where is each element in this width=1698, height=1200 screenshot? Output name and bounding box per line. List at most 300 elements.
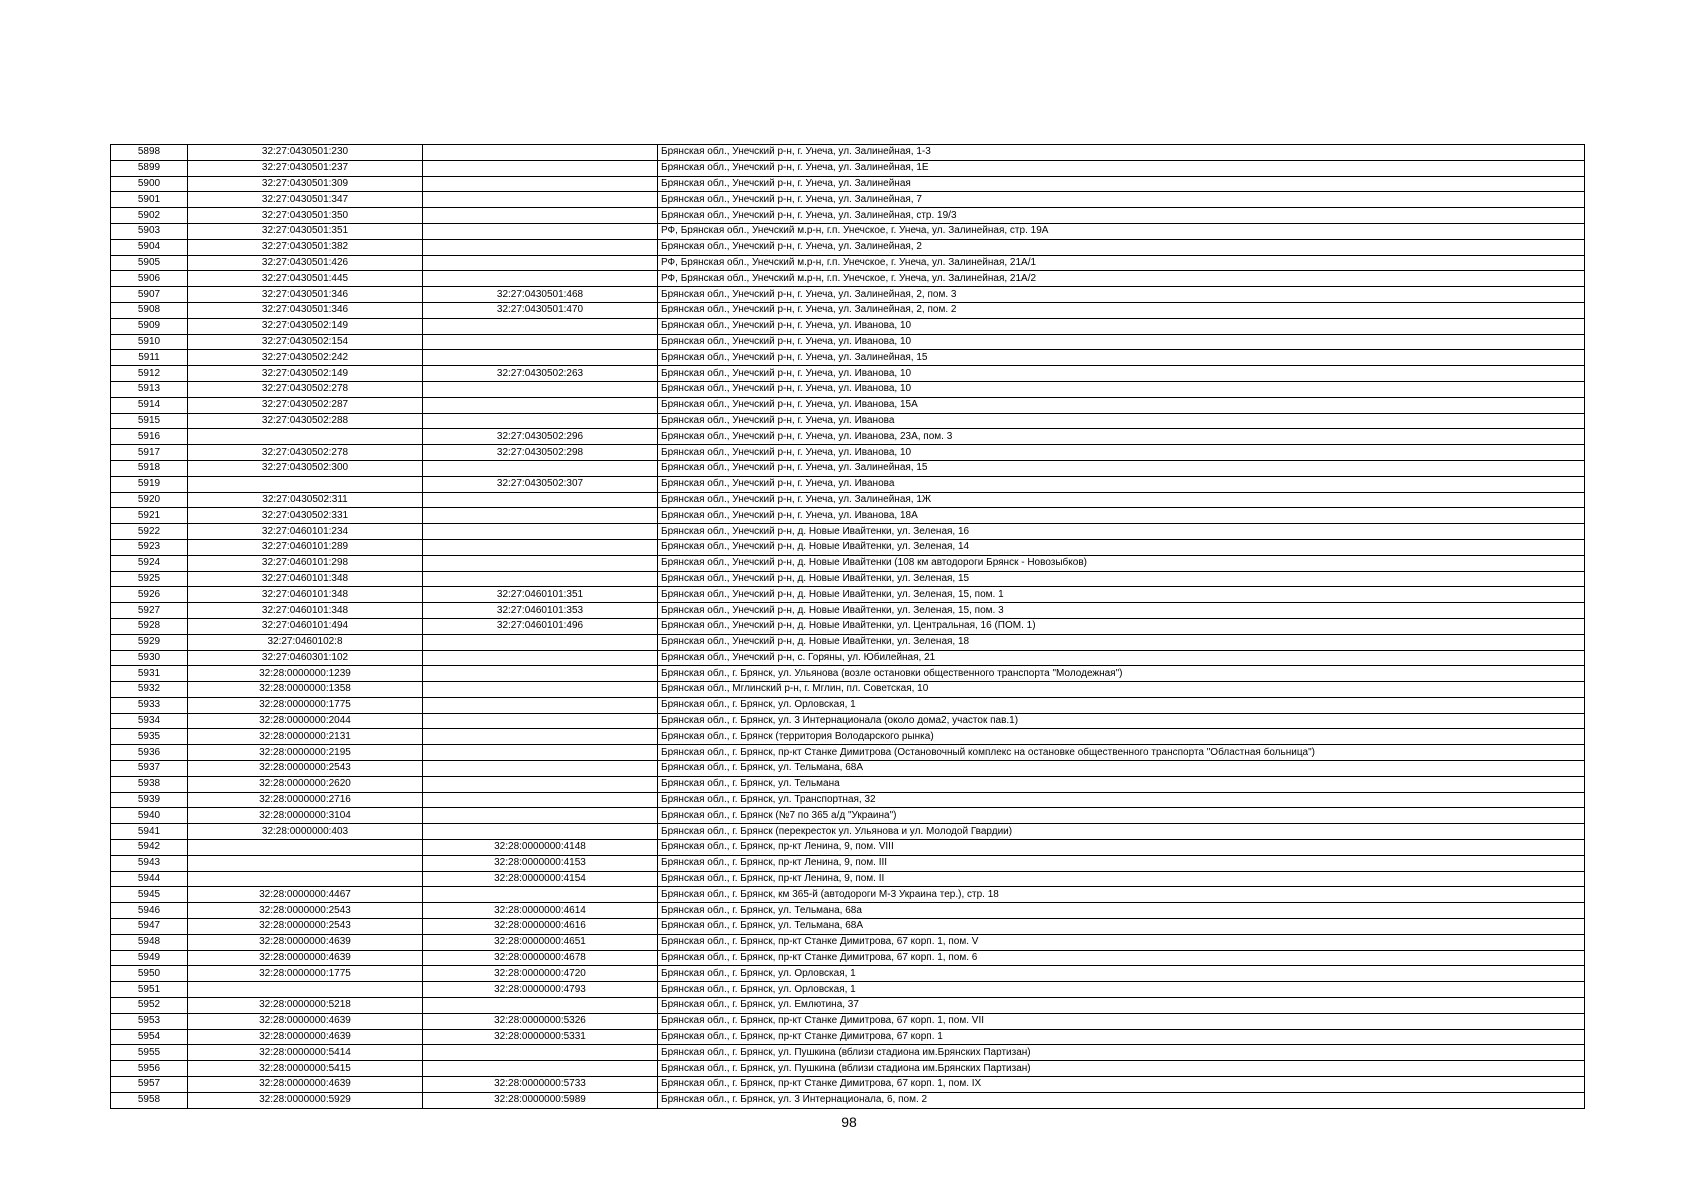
sub-cadastral-number-cell (423, 255, 658, 271)
row-number-cell: 5932 (111, 682, 188, 698)
sub-cadastral-number-cell (423, 318, 658, 334)
table-row (111, 1013, 1585, 1029)
address-cell: Брянская обл., Унечский р-н, д. Новые Ивайтенки, ул. Зеленая, 16 (658, 524, 1585, 540)
table-row (111, 176, 1585, 192)
table-row (111, 366, 1585, 382)
sub-cadastral-number-cell: 32:28:0000000:4154 (423, 871, 658, 887)
sub-cadastral-number-cell: 32:28:0000000:5331 (423, 1029, 658, 1045)
table-row (111, 508, 1585, 524)
cadastral-number-cell: 32:27:0430501:445 (188, 271, 423, 287)
row-number-cell: 5901 (111, 192, 188, 208)
row-number-cell: 5954 (111, 1029, 188, 1045)
row-number-cell: 5900 (111, 176, 188, 192)
cadastral-number-cell (188, 855, 423, 871)
sub-cadastral-number-cell (423, 650, 658, 666)
table-row (111, 429, 1585, 445)
cadastral-number-cell: 32:28:0000000:2543 (188, 761, 423, 777)
table-row (111, 998, 1585, 1014)
row-number-cell: 5923 (111, 539, 188, 555)
cadastral-number-cell: 32:28:0000000:2543 (188, 903, 423, 919)
address-cell: РФ, Брянская обл., Унечский м.р-н, г.п. Унечское, г. Унеча, ул. Залинейная, 21А/2 (658, 271, 1585, 287)
address-cell: Брянская обл., г. Брянск, пр-кт Ленина, 9, пом. II (658, 871, 1585, 887)
table-row (111, 919, 1585, 935)
cadastral-number-cell: 32:27:0430501:230 (188, 145, 423, 161)
sub-cadastral-number-cell (423, 887, 658, 903)
row-number-cell: 5920 (111, 492, 188, 508)
table-row (111, 966, 1585, 982)
row-number-cell: 5910 (111, 334, 188, 350)
row-number-cell: 5926 (111, 587, 188, 603)
address-cell: Брянская обл., Унечский р-н, г. Унеча, ул. Иванова, 18А (658, 508, 1585, 524)
cadastral-number-cell: 32:27:0430502:331 (188, 508, 423, 524)
sub-cadastral-number-cell (423, 192, 658, 208)
cadastral-number-cell: 32:28:0000000:4639 (188, 1077, 423, 1093)
row-number-cell: 5938 (111, 776, 188, 792)
cadastral-number-cell: 32:28:0000000:5415 (188, 1061, 423, 1077)
row-number-cell: 5918 (111, 460, 188, 476)
cadastral-number-cell: 32:27:0430501:309 (188, 176, 423, 192)
table-row (111, 445, 1585, 461)
sub-cadastral-number-cell (423, 555, 658, 571)
address-cell: Брянская обл., г. Брянск, ул. Орловская, 1 (658, 966, 1585, 982)
row-number-cell: 5907 (111, 287, 188, 303)
row-number-cell: 5913 (111, 381, 188, 397)
row-number-cell: 5917 (111, 445, 188, 461)
row-number-cell: 5927 (111, 603, 188, 619)
table-row (111, 729, 1585, 745)
table-row (111, 334, 1585, 350)
row-number-cell: 5919 (111, 476, 188, 492)
row-number-cell: 5902 (111, 208, 188, 224)
address-cell: Брянская обл., Унечский р-н, г. Унеча, ул. Залинейная, 1-3 (658, 145, 1585, 161)
sub-cadastral-number-cell (423, 271, 658, 287)
sub-cadastral-number-cell (423, 1061, 658, 1077)
cadastral-number-cell: 32:28:0000000:2543 (188, 919, 423, 935)
table-row (111, 1045, 1585, 1061)
address-cell: Брянская обл., Унечский р-н, г. Унеча, ул. Иванова, 10 (658, 318, 1585, 334)
row-number-cell: 5944 (111, 871, 188, 887)
sub-cadastral-number-cell (423, 729, 658, 745)
address-cell: Брянская обл., г. Брянск, ул. Тельмана, 68А (658, 919, 1585, 935)
sub-cadastral-number-cell (423, 761, 658, 777)
cadastral-number-cell: 32:27:0460102:8 (188, 634, 423, 650)
row-number-cell: 5916 (111, 429, 188, 445)
cadastral-number-cell (188, 840, 423, 856)
table-row (111, 223, 1585, 239)
cadastral-number-cell (188, 871, 423, 887)
cadastral-number-cell: 32:27:0460101:348 (188, 587, 423, 603)
row-number-cell: 5905 (111, 255, 188, 271)
address-cell: Брянская обл., Унечский р-н, г. Унеча, ул. Иванова, 23А, пом. 3 (658, 429, 1585, 445)
cadastral-number-cell: 32:28:0000000:3104 (188, 808, 423, 824)
address-cell: Брянская обл., Унечский р-н, д. Новые Ивайтенки, ул. Зеленая, 15, пом. 1 (658, 587, 1585, 603)
table-row (111, 855, 1585, 871)
cadastral-number-cell: 32:27:0460101:494 (188, 618, 423, 634)
table-row (111, 887, 1585, 903)
row-number-cell: 5947 (111, 919, 188, 935)
sub-cadastral-number-cell (423, 381, 658, 397)
sub-cadastral-number-cell (423, 239, 658, 255)
address-cell: Брянская обл., г. Брянск (территория Володарского рынка) (658, 729, 1585, 745)
sub-cadastral-number-cell (423, 176, 658, 192)
address-cell: Брянская обл., г. Брянск, ул. 3 Интернационала, 6, пом. 2 (658, 1092, 1585, 1108)
row-number-cell: 5956 (111, 1061, 188, 1077)
row-number-cell: 5936 (111, 745, 188, 761)
cadastral-number-cell: 32:27:0460101:348 (188, 571, 423, 587)
sub-cadastral-number-cell: 32:27:0430501:470 (423, 302, 658, 318)
cadastral-number-cell: 32:28:0000000:4639 (188, 1013, 423, 1029)
sub-cadastral-number-cell (423, 492, 658, 508)
row-number-cell: 5940 (111, 808, 188, 824)
cadastral-number-cell: 32:28:0000000:5414 (188, 1045, 423, 1061)
sub-cadastral-number-cell (423, 682, 658, 698)
row-number-cell: 5946 (111, 903, 188, 919)
cadastral-number-cell: 32:28:0000000:2131 (188, 729, 423, 745)
cadastral-number-cell: 32:28:0000000:403 (188, 824, 423, 840)
address-cell: РФ, Брянская обл., Унечский м.р-н, г.п. Унечское, г. Унеча, ул. Залинейная, стр. 19А (658, 223, 1585, 239)
sub-cadastral-number-cell: 32:27:0430502:307 (423, 476, 658, 492)
cadastral-number-cell: 32:28:0000000:1239 (188, 666, 423, 682)
table-row (111, 492, 1585, 508)
address-cell: Брянская обл., Унечский р-н, д. Новые Ивайтенки, ул. Зеленая, 15, пом. 3 (658, 603, 1585, 619)
table-row (111, 587, 1585, 603)
table-row (111, 1092, 1585, 1108)
cadastral-number-cell: 32:27:0430501:382 (188, 239, 423, 255)
table-row (111, 1029, 1585, 1045)
row-number-cell: 5914 (111, 397, 188, 413)
address-cell: Брянская обл., Унечский р-н, г. Унеча, ул. Иванова (658, 413, 1585, 429)
table-row (111, 871, 1585, 887)
sub-cadastral-number-cell (423, 634, 658, 650)
cadastral-number-cell: 32:27:0430501:350 (188, 208, 423, 224)
sub-cadastral-number-cell: 32:27:0430502:298 (423, 445, 658, 461)
table-row (111, 397, 1585, 413)
cadastral-number-cell: 32:28:0000000:4639 (188, 934, 423, 950)
address-cell: Брянская обл., г. Брянск, ул. Тельмана, 68А (658, 761, 1585, 777)
table-row (111, 539, 1585, 555)
address-cell: Брянская обл., г. Брянск, пр-кт Станке Димитрова, 67 корп. 1 (658, 1029, 1585, 1045)
address-cell: Брянская обл., г. Брянск, ул. Ульянова (возле остановки общественного транспорта "Молодежная") (658, 666, 1585, 682)
row-number-cell: 5922 (111, 524, 188, 540)
address-cell: Брянская обл., Унечский р-н, г. Унеча, ул. Залинейная, 15 (658, 350, 1585, 366)
address-cell: Брянская обл., Унечский р-н, г. Унеча, ул. Залинейная, 1Е (658, 160, 1585, 176)
cadastral-number-cell: 32:28:0000000:2620 (188, 776, 423, 792)
row-number-cell: 5941 (111, 824, 188, 840)
row-number-cell: 5925 (111, 571, 188, 587)
row-number-cell: 5904 (111, 239, 188, 255)
row-number-cell: 5943 (111, 855, 188, 871)
cadastral-number-cell: 32:28:0000000:1775 (188, 697, 423, 713)
table-row (111, 982, 1585, 998)
table-row (111, 840, 1585, 856)
address-cell: Брянская обл., Унечский р-н, г. Унеча, ул. Иванова, 15А (658, 397, 1585, 413)
sub-cadastral-number-cell (423, 350, 658, 366)
address-cell: Брянская обл., Унечский р-н, г. Унеча, ул. Залинейная, 2, пом. 2 (658, 302, 1585, 318)
table-row (111, 555, 1585, 571)
sub-cadastral-number-cell (423, 776, 658, 792)
sub-cadastral-number-cell: 32:27:0460101:496 (423, 618, 658, 634)
cadastral-number-cell: 32:28:0000000:1358 (188, 682, 423, 698)
address-cell: Брянская обл., Унечский р-н, д. Новые Ивайтенки, ул. Зеленая, 14 (658, 539, 1585, 555)
sub-cadastral-number-cell (423, 808, 658, 824)
table-row (111, 524, 1585, 540)
address-cell: Брянская обл., Мглинский р-н, г. Мглин, пл. Советская, 10 (658, 682, 1585, 698)
table-row (111, 160, 1585, 176)
table-row (111, 666, 1585, 682)
row-number-cell: 5933 (111, 697, 188, 713)
row-number-cell: 5948 (111, 934, 188, 950)
cadastral-number-cell: 32:28:0000000:2044 (188, 713, 423, 729)
row-number-cell: 5903 (111, 223, 188, 239)
table-row (111, 603, 1585, 619)
sub-cadastral-number-cell: 32:28:0000000:4651 (423, 934, 658, 950)
sub-cadastral-number-cell (423, 824, 658, 840)
address-cell: Брянская обл., Унечский р-н, г. Унеча, ул. Залинейная, 1Ж (658, 492, 1585, 508)
address-cell: Брянская обл., Унечский р-н, г. Унеча, ул. Иванова, 10 (658, 445, 1585, 461)
table-row (111, 302, 1585, 318)
cadastral-number-cell: 32:28:0000000:4639 (188, 950, 423, 966)
row-number-cell: 5909 (111, 318, 188, 334)
row-number-cell: 5930 (111, 650, 188, 666)
address-cell: Брянская обл., г. Брянск, пр-кт Станке Димитрова, 67 корп. 1, пом. VII (658, 1013, 1585, 1029)
sub-cadastral-number-cell (423, 145, 658, 161)
address-cell: Брянская обл., г. Брянск, ул. Тельмана, 68а (658, 903, 1585, 919)
cadastral-number-cell: 32:27:0460301:102 (188, 650, 423, 666)
registry-table (110, 144, 1585, 1109)
row-number-cell: 5957 (111, 1077, 188, 1093)
sub-cadastral-number-cell (423, 539, 658, 555)
address-cell: Брянская обл., Унечский р-н, г. Унеча, ул. Иванова (658, 476, 1585, 492)
address-cell: Брянская обл., Унечский р-н, д. Новые Ивайтенки (108 км автодороги Брянск - Новозыбков) (658, 555, 1585, 571)
address-cell: Брянская обл., г. Брянск, ул. Емлютина, 37 (658, 998, 1585, 1014)
table-row (111, 476, 1585, 492)
row-number-cell: 5928 (111, 618, 188, 634)
row-number-cell: 5953 (111, 1013, 188, 1029)
row-number-cell: 5906 (111, 271, 188, 287)
address-cell: Брянская обл., г. Брянск, пр-кт Станке Димитрова, 67 корп. 1, пом. IX (658, 1077, 1585, 1093)
row-number-cell: 5949 (111, 950, 188, 966)
row-number-cell: 5915 (111, 413, 188, 429)
address-cell: Брянская обл., Унечский р-н, г. Унеча, ул. Иванова, 10 (658, 381, 1585, 397)
cadastral-number-cell: 32:27:0430502:278 (188, 381, 423, 397)
row-number-cell: 5898 (111, 145, 188, 161)
address-cell: Брянская обл., г. Брянск, ул. Транспортная, 32 (658, 792, 1585, 808)
table-row (111, 208, 1585, 224)
address-cell: Брянская обл., г. Брянск, пр-кт Ленина, 9, пом. III (658, 855, 1585, 871)
cadastral-number-cell: 32:28:0000000:1775 (188, 966, 423, 982)
row-number-cell: 5958 (111, 1092, 188, 1108)
address-cell: Брянская обл., г. Брянск, ул. Пушкина (вблизи стадиона им.Брянских Партизан) (658, 1045, 1585, 1061)
address-cell: Брянская обл., г. Брянск, ул. Тельмана (658, 776, 1585, 792)
sub-cadastral-number-cell (423, 998, 658, 1014)
address-cell: Брянская обл., Унечский р-н, г. Унеча, ул. Залинейная, 7 (658, 192, 1585, 208)
row-number-cell: 5924 (111, 555, 188, 571)
address-cell: Брянская обл., г. Брянск (№7 по 365 а/д "Украина") (658, 808, 1585, 824)
row-number-cell: 5935 (111, 729, 188, 745)
cadastral-number-cell: 32:28:0000000:2195 (188, 745, 423, 761)
table-row (111, 1077, 1585, 1093)
table-row (111, 903, 1585, 919)
sub-cadastral-number-cell (423, 397, 658, 413)
sub-cadastral-number-cell: 32:27:0430502:296 (423, 429, 658, 445)
table-row (111, 571, 1585, 587)
cadastral-number-cell: 32:27:0430502:242 (188, 350, 423, 366)
address-cell: Брянская обл., Унечский р-н, г. Унеча, ул. Залинейная, 2 (658, 239, 1585, 255)
page-number: 98 (841, 1114, 857, 1130)
address-cell: Брянская обл., Унечский р-н, д. Новые Ивайтенки, ул. Зеленая, 18 (658, 634, 1585, 650)
cadastral-number-cell: 32:27:0430501:351 (188, 223, 423, 239)
table-row (111, 745, 1585, 761)
registry-table-body (111, 145, 1585, 1109)
cadastral-number-cell: 32:27:0430502:288 (188, 413, 423, 429)
sub-cadastral-number-cell (423, 508, 658, 524)
sub-cadastral-number-cell (423, 460, 658, 476)
sub-cadastral-number-cell: 32:28:0000000:5326 (423, 1013, 658, 1029)
address-cell: Брянская обл., г. Брянск, пр-кт Станке Димитрова, 67 корп. 1, пом. V (658, 934, 1585, 950)
table-row (111, 239, 1585, 255)
sub-cadastral-number-cell: 32:28:0000000:4148 (423, 840, 658, 856)
address-cell: Брянская обл., г. Брянск, ул. Орловская, 1 (658, 697, 1585, 713)
cadastral-number-cell: 32:27:0430502:154 (188, 334, 423, 350)
cadastral-number-cell: 32:28:0000000:2716 (188, 792, 423, 808)
sub-cadastral-number-cell (423, 792, 658, 808)
sub-cadastral-number-cell: 32:28:0000000:5733 (423, 1077, 658, 1093)
table-row (111, 618, 1585, 634)
cadastral-number-cell: 32:27:0460101:348 (188, 603, 423, 619)
sub-cadastral-number-cell: 32:27:0460101:351 (423, 587, 658, 603)
address-cell: Брянская обл., г. Брянск, ул. 3 Интернационала (около дома2, участок пав.1) (658, 713, 1585, 729)
sub-cadastral-number-cell: 32:28:0000000:4678 (423, 950, 658, 966)
table-row (111, 950, 1585, 966)
table-row (111, 350, 1585, 366)
table-row (111, 792, 1585, 808)
cadastral-number-cell (188, 429, 423, 445)
table-row (111, 192, 1585, 208)
row-number-cell: 5952 (111, 998, 188, 1014)
cadastral-number-cell: 32:27:0430501:346 (188, 302, 423, 318)
address-cell: Брянская обл., г. Брянск, ул. Пушкина (вблизи стадиона им.Брянских Партизан) (658, 1061, 1585, 1077)
address-cell: Брянская обл., Унечский р-н, д. Новые Ивайтенки, ул. Центральная, 16 (ПОМ. 1) (658, 618, 1585, 634)
sub-cadastral-number-cell (423, 524, 658, 540)
sub-cadastral-number-cell: 32:28:0000000:4616 (423, 919, 658, 935)
cadastral-number-cell: 32:28:0000000:5218 (188, 998, 423, 1014)
cadastral-number-cell: 32:27:0460101:289 (188, 539, 423, 555)
cadastral-number-cell: 32:27:0460101:298 (188, 555, 423, 571)
sub-cadastral-number-cell (423, 160, 658, 176)
sub-cadastral-number-cell: 32:27:0460101:353 (423, 603, 658, 619)
sub-cadastral-number-cell: 32:28:0000000:4614 (423, 903, 658, 919)
table-row (111, 761, 1585, 777)
row-number-cell: 5955 (111, 1045, 188, 1061)
row-number-cell: 5939 (111, 792, 188, 808)
address-cell: Брянская обл., г. Брянск, пр-кт Станке Димитрова, 67 корп. 1, пом. 6 (658, 950, 1585, 966)
sub-cadastral-number-cell (423, 208, 658, 224)
sub-cadastral-number-cell: 32:28:0000000:5989 (423, 1092, 658, 1108)
cadastral-number-cell: 32:28:0000000:4639 (188, 1029, 423, 1045)
table-row (111, 145, 1585, 161)
row-number-cell: 5937 (111, 761, 188, 777)
table-row (111, 255, 1585, 271)
cadastral-number-cell: 32:27:0430502:300 (188, 460, 423, 476)
sub-cadastral-number-cell: 32:28:0000000:4720 (423, 966, 658, 982)
table-row (111, 776, 1585, 792)
sub-cadastral-number-cell (423, 713, 658, 729)
table-row (111, 682, 1585, 698)
cadastral-number-cell: 32:28:0000000:5929 (188, 1092, 423, 1108)
address-cell: Брянская обл., Унечский р-н, г. Унеча, ул. Залинейная, 15 (658, 460, 1585, 476)
address-cell: Брянская обл., Унечский р-н, г. Унеча, ул. Залинейная (658, 176, 1585, 192)
address-cell: Брянская обл., г. Брянск, ул. Орловская, 1 (658, 982, 1585, 998)
table-row (111, 634, 1585, 650)
cadastral-number-cell: 32:27:0430502:311 (188, 492, 423, 508)
cadastral-number-cell: 32:27:0430502:287 (188, 397, 423, 413)
cadastral-number-cell: 32:28:0000000:4467 (188, 887, 423, 903)
address-cell: Брянская обл., г. Брянск, пр-кт Ленина, 9, пом. VIII (658, 840, 1585, 856)
row-number-cell: 5899 (111, 160, 188, 176)
row-number-cell: 5912 (111, 366, 188, 382)
sub-cadastral-number-cell: 32:27:0430502:263 (423, 366, 658, 382)
sub-cadastral-number-cell (423, 223, 658, 239)
table-row (111, 1061, 1585, 1077)
row-number-cell: 5931 (111, 666, 188, 682)
sub-cadastral-number-cell (423, 413, 658, 429)
cadastral-number-cell: 32:27:0430501:346 (188, 287, 423, 303)
row-number-cell: 5951 (111, 982, 188, 998)
cadastral-number-cell: 32:27:0430501:347 (188, 192, 423, 208)
table-row (111, 287, 1585, 303)
sub-cadastral-number-cell (423, 334, 658, 350)
address-cell: Брянская обл., г. Брянск, км 365-й (автодороги М-3 Украина тер.), стр. 18 (658, 887, 1585, 903)
row-number-cell: 5942 (111, 840, 188, 856)
address-cell: Брянская обл., г. Брянск, пр-кт Станке Димитрова (Остановочный комплекс на остановке общественного транспорта "Областная больница") (658, 745, 1585, 761)
sub-cadastral-number-cell (423, 666, 658, 682)
cadastral-number-cell: 32:27:0430501:237 (188, 160, 423, 176)
sub-cadastral-number-cell (423, 1045, 658, 1061)
address-cell: Брянская обл., Унечский р-н, г. Унеча, ул. Иванова, 10 (658, 334, 1585, 350)
cadastral-number-cell (188, 476, 423, 492)
row-number-cell: 5945 (111, 887, 188, 903)
table-row (111, 713, 1585, 729)
row-number-cell: 5934 (111, 713, 188, 729)
cadastral-number-cell: 32:27:0460101:234 (188, 524, 423, 540)
sub-cadastral-number-cell: 32:28:0000000:4793 (423, 982, 658, 998)
row-number-cell: 5921 (111, 508, 188, 524)
table-row (111, 697, 1585, 713)
address-cell: Брянская обл., Унечский р-н, г. Унеча, ул. Иванова, 10 (658, 366, 1585, 382)
table-row (111, 460, 1585, 476)
address-cell: Брянская обл., Унечский р-н, д. Новые Ивайтенки, ул. Зеленая, 15 (658, 571, 1585, 587)
row-number-cell: 5929 (111, 634, 188, 650)
table-row (111, 824, 1585, 840)
table-row (111, 271, 1585, 287)
sub-cadastral-number-cell: 32:28:0000000:4153 (423, 855, 658, 871)
sub-cadastral-number-cell: 32:27:0430501:468 (423, 287, 658, 303)
cadastral-number-cell: 32:27:0430502:149 (188, 366, 423, 382)
address-cell: Брянская обл., Унечский р-н, г. Унеча, ул. Залинейная, стр. 19/3 (658, 208, 1585, 224)
sub-cadastral-number-cell (423, 571, 658, 587)
cadastral-number-cell: 32:27:0430502:278 (188, 445, 423, 461)
table-row (111, 318, 1585, 334)
cadastral-number-cell: 32:27:0430502:149 (188, 318, 423, 334)
address-cell: РФ, Брянская обл., Унечский м.р-н, г.п. Унечское, г. Унеча, ул. Залинейная, 21А/1 (658, 255, 1585, 271)
cadastral-number-cell (188, 982, 423, 998)
table-row (111, 808, 1585, 824)
address-cell: Брянская обл., г. Брянск (перекресток ул. Ульянова и ул. Молодой Гвардии) (658, 824, 1585, 840)
address-cell: Брянская обл., Унечский р-н, г. Унеча, ул. Залинейная, 2, пом. 3 (658, 287, 1585, 303)
address-cell: Брянская обл., Унечский р-н, с. Горяны, ул. Юбилейная, 21 (658, 650, 1585, 666)
row-number-cell: 5911 (111, 350, 188, 366)
table-row (111, 650, 1585, 666)
